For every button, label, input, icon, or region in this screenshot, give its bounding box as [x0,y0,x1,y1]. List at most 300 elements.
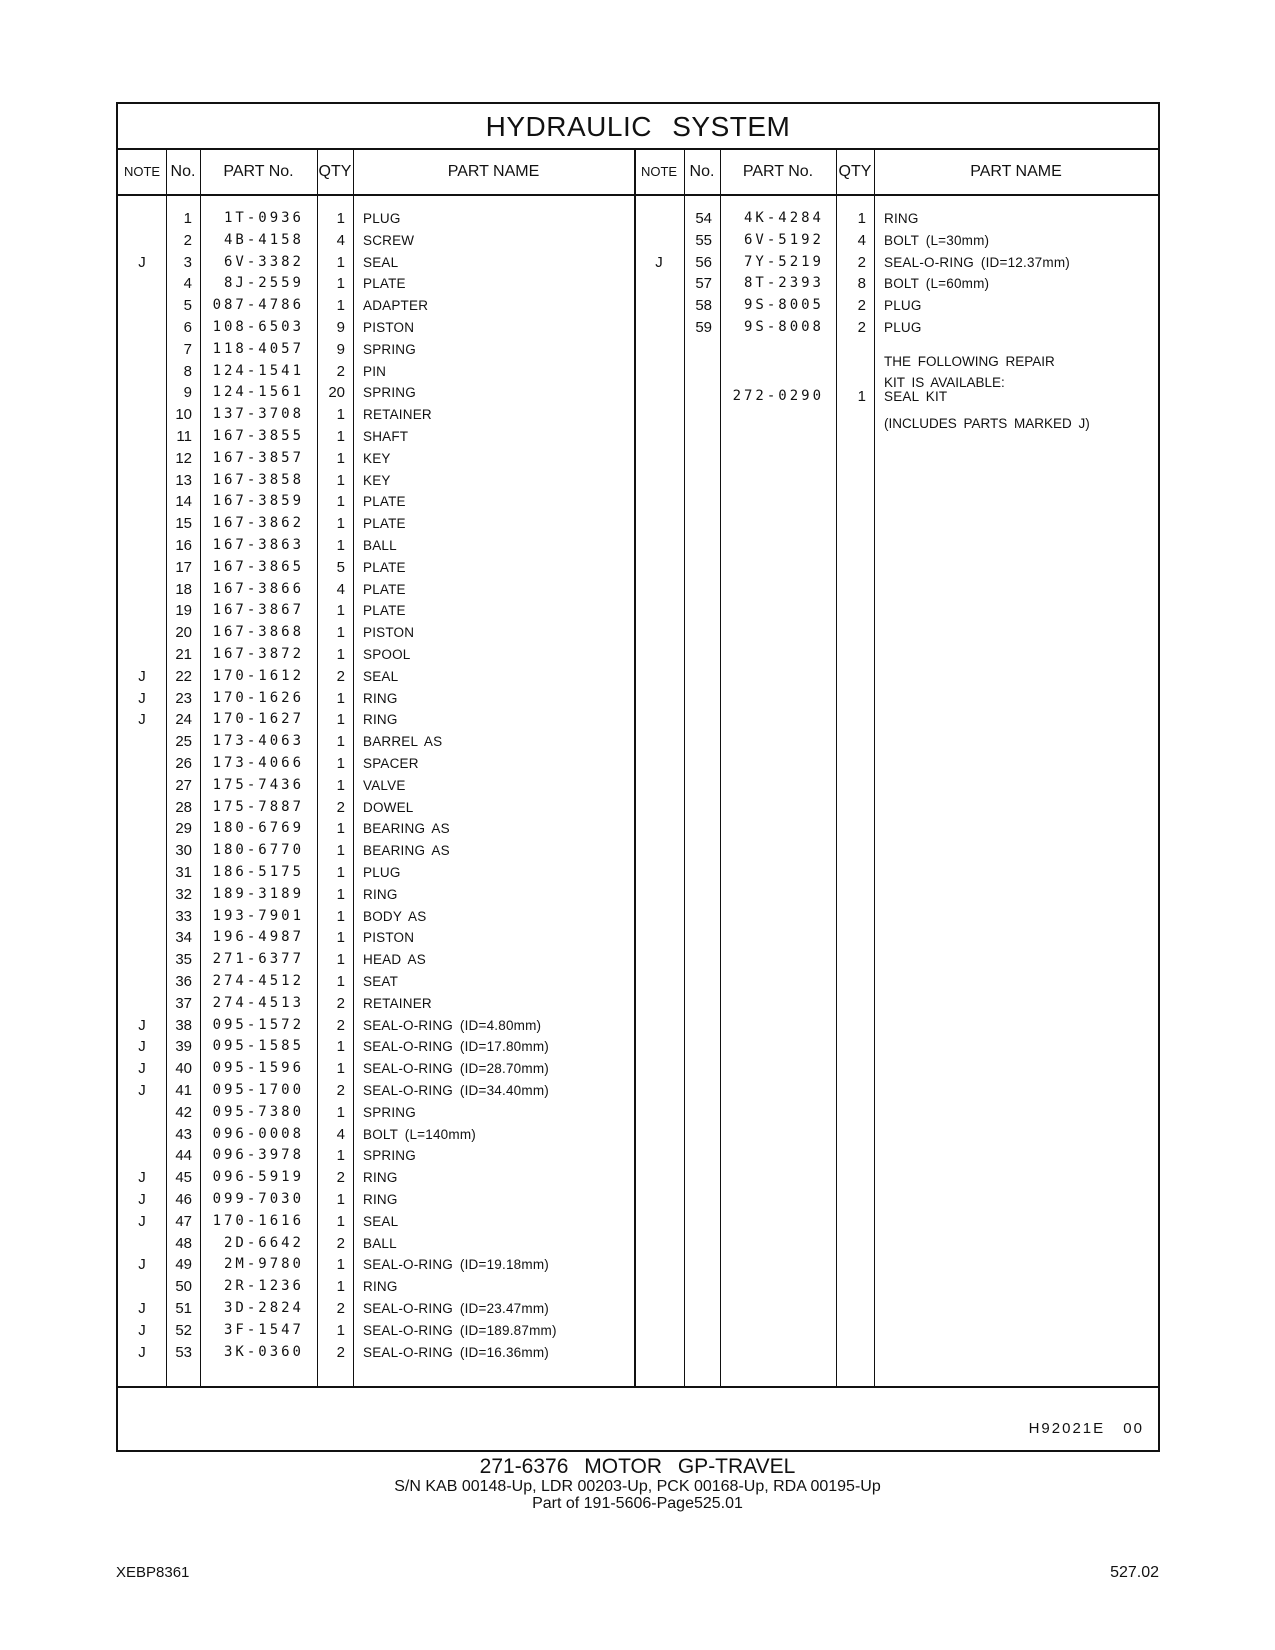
part-name: PLATE [363,603,406,619]
quantity: 1 [336,1038,345,1056]
part-name: SPACER [363,756,419,771]
table-row [118,1276,1158,1298]
part-name: PLATE [363,516,406,532]
part-number: 274-4512 [212,973,304,989]
item-number: 28 [175,798,192,816]
part-name: SEAL-O-RING (ID=28.70mm) [363,1061,549,1077]
table-row [118,1189,1158,1211]
part-name: SEAL-O-RING (ID=16.36mm) [363,1344,549,1360]
quantity: 1 [336,493,345,511]
part-number: 8T-2393 [743,275,824,292]
part-name: SEAL [363,1213,399,1229]
quantity: 1 [336,689,345,707]
quantity: 1 [336,776,345,794]
part-note: J [138,1060,146,1078]
table-row [118,1298,1158,1320]
part-number: 7Y-5219 [743,253,824,270]
table-row [118,579,1158,601]
table-row [118,971,1158,993]
item-number: 16 [175,537,192,554]
table-row [118,295,1158,317]
quantity: 9 [336,319,345,336]
part-name: SEAL-O-RING (ID=19.18mm) [363,1257,549,1273]
item-number: 55 [695,231,712,249]
part-number: 167-3859 [212,493,304,510]
part-note: J [655,253,663,271]
table-row [118,862,1158,884]
part-number: 167-3865 [212,558,304,575]
part-name: RING [363,1192,398,1207]
part-number: 167-3862 [212,515,304,532]
table-row [118,709,1158,731]
repair-kit-row [118,386,1158,408]
quantity: 1 [336,537,345,554]
part-number: 099-7030 [212,1191,304,1207]
part-number: 3K-0360 [223,1343,304,1360]
part-name: PLUG [363,211,401,226]
table-title: HYDRAULIC SYSTEM [118,104,1158,150]
part-name: ADAPTER [363,298,429,314]
part-number: 095-7380 [212,1103,304,1120]
item-number: 12 [175,449,192,467]
part-name: VALVE [363,777,406,793]
item-number: 19 [175,602,192,620]
quantity: 2 [336,994,345,1012]
part-name: PLATE [363,494,406,510]
part-note: J [138,1212,146,1230]
quantity: 2 [857,297,866,315]
item-number: 58 [695,297,712,315]
part-number: 118-4057 [212,340,304,357]
table-bottom-divider [118,1386,1158,1388]
part-number: 167-3863 [212,537,304,553]
item-number: 44 [175,1147,192,1165]
part-name: RING [363,690,398,706]
item-number: 2 [183,231,192,249]
part-number: 2M-9780 [223,1256,304,1273]
part-note: J [138,667,146,685]
part-number: 096-3978 [212,1147,304,1164]
part-number: 274-4513 [212,994,304,1011]
item-number: 59 [695,319,712,336]
parts-table [116,102,1160,1452]
part-number: 167-3867 [212,602,304,619]
part-number: 124-1541 [212,362,304,379]
item-number: 46 [175,1191,192,1208]
item-number: 34 [175,929,192,947]
quantity: 9 [336,340,345,358]
item-number: 13 [175,471,192,489]
quantity: 4 [857,231,866,249]
quantity: 1 [336,711,345,729]
part-name: RING [363,886,398,902]
quantity: 1 [336,973,345,990]
quantity: 1 [336,646,345,663]
part-name: SEAT [363,974,399,989]
item-number: 32 [175,885,192,903]
item-number: 48 [175,1234,192,1252]
header-note-right: NOTE [640,164,678,179]
item-number: 5 [183,297,192,315]
item-number: 30 [175,842,192,860]
part-name: HEAD AS [363,952,426,968]
table-row [118,1102,1158,1124]
part-name: SCREW [363,232,415,248]
part-name: SPRING [363,341,416,357]
part-name: SPRING [363,1104,416,1120]
item-number: 27 [175,776,192,794]
part-number: 167-3866 [212,580,304,597]
part-note: J [138,1191,146,1208]
table-row [118,1254,1158,1276]
part-note: J [138,1038,146,1056]
header-part-no-right: PART No. [742,163,814,180]
part-number: 180-6770 [212,842,304,859]
part-name: BALL [363,538,397,553]
document-code: H92021E 00 [1028,1420,1144,1437]
part-number: 167-3858 [212,471,304,488]
header-part-name-right: PART NAME [970,163,1062,180]
item-number: 22 [175,667,192,685]
part-number: 167-3868 [212,624,304,641]
table-row [118,273,1158,295]
table-row [118,557,1158,579]
quantity: 1 [336,864,345,881]
item-number: 56 [695,253,712,271]
table-row [118,644,1158,666]
table-row [118,600,1158,622]
quantity: 1 [336,449,345,467]
part-name: KEY [363,472,391,488]
item-number: 40 [175,1060,192,1078]
quantity: 1 [336,1191,345,1208]
table-row [118,535,1158,557]
part-number: 8J-2559 [223,275,304,292]
part-number: 170-1612 [212,667,304,684]
part-number: 108-6503 [212,319,304,335]
item-number: 37 [175,994,192,1012]
item-number: 29 [175,820,192,838]
part-name: RING [363,1279,398,1295]
part-number: 6V-3382 [223,253,304,270]
item-number: 57 [695,275,712,293]
part-number: 175-7887 [212,798,304,815]
table-row [118,1036,1158,1058]
part-name: SPOOL [363,647,411,662]
quantity: 1 [336,733,345,751]
part-number: 170-1627 [212,711,304,728]
part-name: PLATE [363,559,406,575]
part-note: J [138,1321,146,1339]
part-number: 3D-2824 [223,1300,304,1316]
part-name: SEAL-O-RING (ID=12.37mm) [884,254,1070,270]
part-number: 4B-4158 [223,231,304,248]
part-number: 173-4066 [212,755,304,771]
item-number: 25 [175,733,192,751]
quantity: 4 [336,580,345,598]
part-name: BARREL AS [363,734,443,750]
item-number: 36 [175,973,192,990]
part-name: SPRING [363,385,416,401]
part-name: SEAL [363,254,399,270]
item-number: 43 [175,1125,192,1143]
part-number: 3F-1547 [223,1321,304,1338]
item-number: 17 [175,558,192,576]
quantity: 2 [336,1169,345,1187]
part-number: 4K-4284 [743,210,824,226]
item-number: 35 [175,951,192,969]
header-part-name-left: PART NAME [447,163,540,180]
item-number: 41 [175,1082,192,1099]
quantity: 1 [336,1103,345,1121]
item-number: 38 [175,1016,192,1034]
part-name: PLATE [363,581,406,597]
quantity: 1 [336,406,345,424]
part-name: SEAL-O-RING (ID=4.80mm) [363,1017,542,1033]
part-number: 1T-0936 [223,210,304,226]
item-number: 26 [175,755,192,772]
quantity: 1 [336,428,345,445]
quantity: 1 [336,253,345,271]
part-name: RING [363,1170,398,1186]
quantity: 2 [336,362,345,380]
quantity: 8 [857,275,866,293]
table-row [118,818,1158,840]
header-no-right: No. [689,163,715,180]
quantity: 1 [336,1147,345,1165]
part-number: 096-0008 [212,1125,304,1142]
part-name: BOLT (L=60mm) [884,276,990,292]
part-number: 2R-1236 [223,1278,304,1295]
quantity: 1 [336,471,345,489]
item-number: 20 [175,624,192,642]
item-number: 31 [175,864,192,881]
quantity: 1 [336,602,345,620]
part-number: 167-3872 [212,646,304,662]
quantity: 2 [336,667,345,685]
header-qty-right: QTY [838,163,872,180]
table-row [118,448,1158,470]
quantity: 1 [336,907,345,925]
item-number: 6 [183,319,192,336]
item-number: 42 [175,1103,192,1121]
quantity: 1 [336,297,345,315]
part-note: J [138,1256,146,1274]
table-row [118,840,1158,862]
part-number: 167-3855 [212,428,304,444]
header-qty-left: QTY [318,163,352,180]
part-name: BEARING AS [363,821,450,837]
part-number: 124-1561 [212,384,304,401]
quantity: 4 [336,231,345,249]
part-number: 170-1626 [212,689,304,706]
part-name: BOLT (L=30mm) [884,232,990,248]
item-number: 10 [175,406,192,424]
item-number: 54 [695,210,712,227]
part-name: PISTON [363,625,415,641]
quantity: 2 [857,319,866,336]
repair-kit-intro-line2: KIT IS AVAILABLE: [884,375,1005,390]
page-number: 527.02 [1110,1564,1159,1581]
quantity: 2 [336,1016,345,1034]
table-row [118,927,1158,949]
table-row [118,317,1158,339]
table-row [118,513,1158,535]
quantity: 1 [336,1278,345,1296]
part-number: 095-1585 [212,1038,304,1055]
table-row [118,1320,1158,1342]
table-row [118,230,1158,252]
part-note: J [138,689,146,707]
caption-serials: S/N KAB 00148-Up, LDR 00203-Up, PCK 00168-Up, RDA 00195-Up [394,1478,881,1495]
part-note: J [138,1016,146,1034]
part-name: PIN [363,363,387,379]
part-number: 170-1616 [212,1212,304,1229]
part-number: 2D-6642 [223,1234,304,1251]
table-row [118,1211,1158,1233]
table-row [118,688,1158,710]
table-row [118,1080,1158,1102]
table-row [118,1145,1158,1167]
quantity: 1 [336,929,345,947]
header-note-left: NOTE [123,164,161,179]
item-number: 7 [183,340,192,358]
figure-caption [0,1456,1275,1512]
part-name: SEAL [363,668,399,684]
table-row [118,775,1158,797]
item-number: 45 [175,1169,192,1187]
quantity: 1 [336,951,345,969]
table-row [118,731,1158,753]
part-note: J [138,711,146,729]
part-name: KEY [363,450,391,466]
table-row [118,1167,1158,1189]
item-number: 21 [175,646,192,663]
quantity: 1 [336,820,345,838]
table-row [118,208,1158,230]
quantity: 1 [336,842,345,860]
item-number: 23 [175,689,192,707]
item-number: 49 [175,1256,192,1274]
part-name: PLATE [363,276,406,292]
quantity: 20 [328,384,345,402]
caption-title: 271-6376 MOTOR GP-TRAVEL [479,1455,796,1478]
part-number: 271-6377 [212,951,304,968]
part-number: 167-3857 [212,449,304,466]
part-number: 196-4987 [212,929,304,946]
part-number: 186-5175 [212,864,304,880]
item-number: 15 [175,515,192,533]
quantity: 5 [336,558,345,576]
repair-kit-qty: 1 [857,388,866,405]
part-note: J [138,1300,146,1317]
quantity: 2 [336,1343,345,1361]
item-number: 9 [183,384,192,402]
item-number: 47 [175,1212,192,1230]
part-name: SEAL-O-RING (ID=23.47mm) [363,1301,549,1316]
repair-kit-note: (INCLUDES PARTS MARKED J) [884,416,1090,431]
table-row [118,906,1158,928]
table-row [118,1058,1158,1080]
part-name: SEAL-O-RING (ID=17.80mm) [363,1039,549,1055]
part-name: PLUG [363,865,401,880]
header-part-no-left: PART No. [223,163,294,180]
part-number: 095-1700 [212,1082,304,1098]
item-number: 4 [183,275,192,293]
part-name: PLUG [884,320,922,335]
quantity: 1 [336,275,345,293]
table-row [118,1124,1158,1146]
quantity: 1 [336,885,345,903]
quantity: 1 [336,1256,345,1274]
quantity: 2 [336,1082,345,1099]
item-number: 24 [175,711,192,729]
quantity: 1 [336,1321,345,1339]
item-number: 33 [175,907,192,925]
part-name: BOLT (L=140mm) [363,1126,476,1142]
part-number: 189-3189 [212,885,304,902]
part-name: DOWEL [363,799,414,815]
part-name: BODY AS [363,908,427,924]
table-row [118,666,1158,688]
part-note: J [138,253,146,271]
table-row [118,252,1158,274]
quantity: 2 [336,798,345,816]
repair-kit-intro-line1: THE FOLLOWING REPAIR [884,354,1055,369]
item-number: 50 [175,1278,192,1296]
caption-part-of: Part of 191-5606-Page525.01 [532,1495,743,1512]
part-name: SPRING [363,1148,416,1164]
part-number: 180-6769 [212,820,304,837]
part-note: J [138,1082,146,1099]
part-number: 6V-5192 [743,231,824,248]
quantity: 1 [336,1060,345,1078]
document-number: XEBP8361 [116,1564,190,1581]
part-note: J [138,1169,146,1187]
part-number: 095-1572 [212,1016,304,1033]
table-row [118,491,1158,513]
part-name: PISTON [363,320,415,335]
part-name: SEAL-O-RING (ID=189.87mm) [363,1322,557,1338]
quantity: 4 [336,1125,345,1143]
item-number: 51 [175,1300,192,1317]
quantity: 2 [336,1234,345,1252]
item-number: 14 [175,493,192,511]
part-number: 175-7436 [212,776,304,793]
part-number: 095-1596 [212,1060,304,1077]
part-name: SHAFT [363,429,409,444]
quantity: 1 [857,210,866,227]
part-name: PISTON [363,930,415,946]
part-number: 087-4786 [212,297,304,314]
part-number: 9S-8005 [743,297,824,314]
quantity: 1 [336,515,345,533]
table-header [118,150,1158,196]
table-row [118,949,1158,971]
part-name: RING [363,712,398,728]
part-name: BALL [363,1235,397,1251]
item-number: 39 [175,1038,192,1056]
part-number: 173-4063 [212,733,304,750]
item-number: 53 [175,1343,192,1361]
table-row [118,470,1158,492]
table-row [118,797,1158,819]
part-number: 9S-8008 [743,319,824,335]
repair-kit-part-no: 272-0290 [732,388,824,404]
quantity: 1 [336,210,345,227]
table-row [118,884,1158,906]
item-number: 3 [183,253,192,271]
